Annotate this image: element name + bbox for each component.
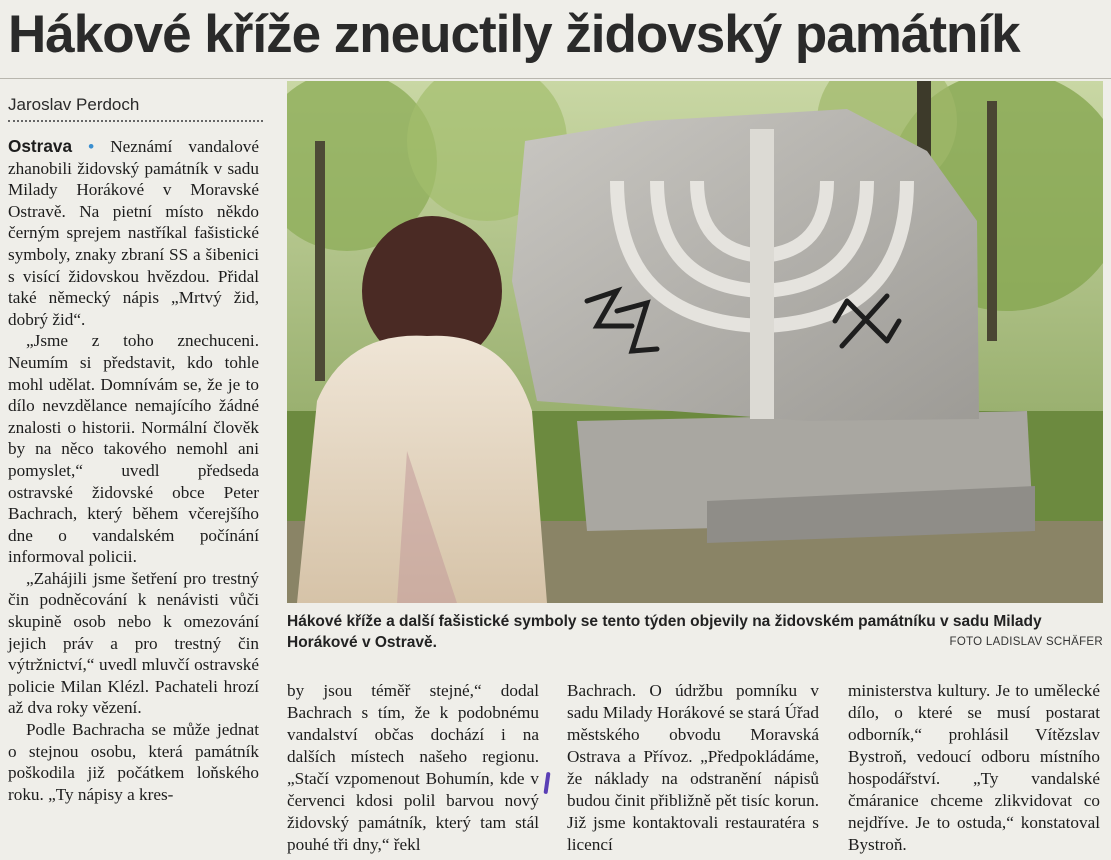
paragraph-4: Podle Bachracha se může jednat o stejnou osobu, která památník poškodila již počátkem loňského roku. „Ty nápisy a kres- [8,720,259,804]
monument-photo-illustration [287,81,1103,603]
dateline-bullet: • [88,137,95,156]
headline-rule [0,78,1111,79]
byline: Jaroslav Perdoch [8,94,263,122]
paragraph-1: Neznámí vandalové zhanobili židovský památník v sadu Milady Horákové v Moravské Ostravě. Na pietní místo někdo černým sprejem nastříkal fašistické symboly, znaky zbraní SS a šibenici s visící židovskou hvězdou. Přidal také německý nápis „Mrtvý žid, dobrý žid“. [8,137,260,329]
photo-credit: FOTO LADISLAV SCHÄFER [949,636,1103,648]
column-4-text: ministerstva kultury. Je to umělecké dílo, o které se musí postarat odborník,“ prohlásil Vítězslav Bystroň, vedoucí odboru místního hospodářství. „Ty vandalské čmáranice chceme zlikvidovat co nejdříve. Je to ostuda,“ konstatoval Bystroň. [848,681,1100,854]
monument-photo [287,81,1103,603]
paragraph-2: „Jsme z toho znechuceni. Neumím si představit, kdo tohle mohl udělat. Domnívám se, že je to dílo nevzdělance nemajícího žádné znalosti o historii. Normální člověk by na něco takového nemohl ani pomyslet,“ uvedl předseda ostravské židovské obce Peter Bachrach, který během včerejšího dne o vandalském počínání informoval policii. [8,331,259,567]
dateline: Ostrava [8,136,73,156]
ink-mark [543,772,550,794]
column-2 [287,680,539,856]
headline: Hákové kříže zneuctily židovský památník [8,5,1020,64]
column-2-text: by jsou téměř stejné,“ dodal Bachrach s tím, že k podobnému vandalství občas dochází i na dalších místech našeho regionu. „Stačí vzpomenout Bohumín, kde v červenci kdosi polil barvou nový židovský památník, který tam stál pouhé tři dny,“ řekl [287,681,539,854]
photo-caption: Hákové kříže a další fašistické symboly se tento týden objevily na židovském památníku v sadu Milady Horákové v Ostravě. [287,613,1042,651]
column-4 [848,680,1100,856]
paragraph-3: „Zahájili jsme šetření pro trestný čin podněcování k nenávisti vůči skupině osob nebo k omezování jejich práv a pro trestný čin výtržnictví,“ uvedl mluvčí ostravské policie Milan Klézl. Pachateli hrozí až dva roky vězení. [8,568,259,718]
column-3-text: Bachrach. O údržbu pomníku v sadu Milady Horákové se stará Úřad městského obvodu Moravská Ostrava a Přívoz. „Předpokládáme, že náklady na odstranění nápisů budou činit přibližně pět tisíc korun. Již jsme kontaktovali restauratéra s licencí [567,681,819,854]
lead-paragraph [8,136,259,330]
column-3 [567,680,819,856]
column-1 [8,136,259,805]
